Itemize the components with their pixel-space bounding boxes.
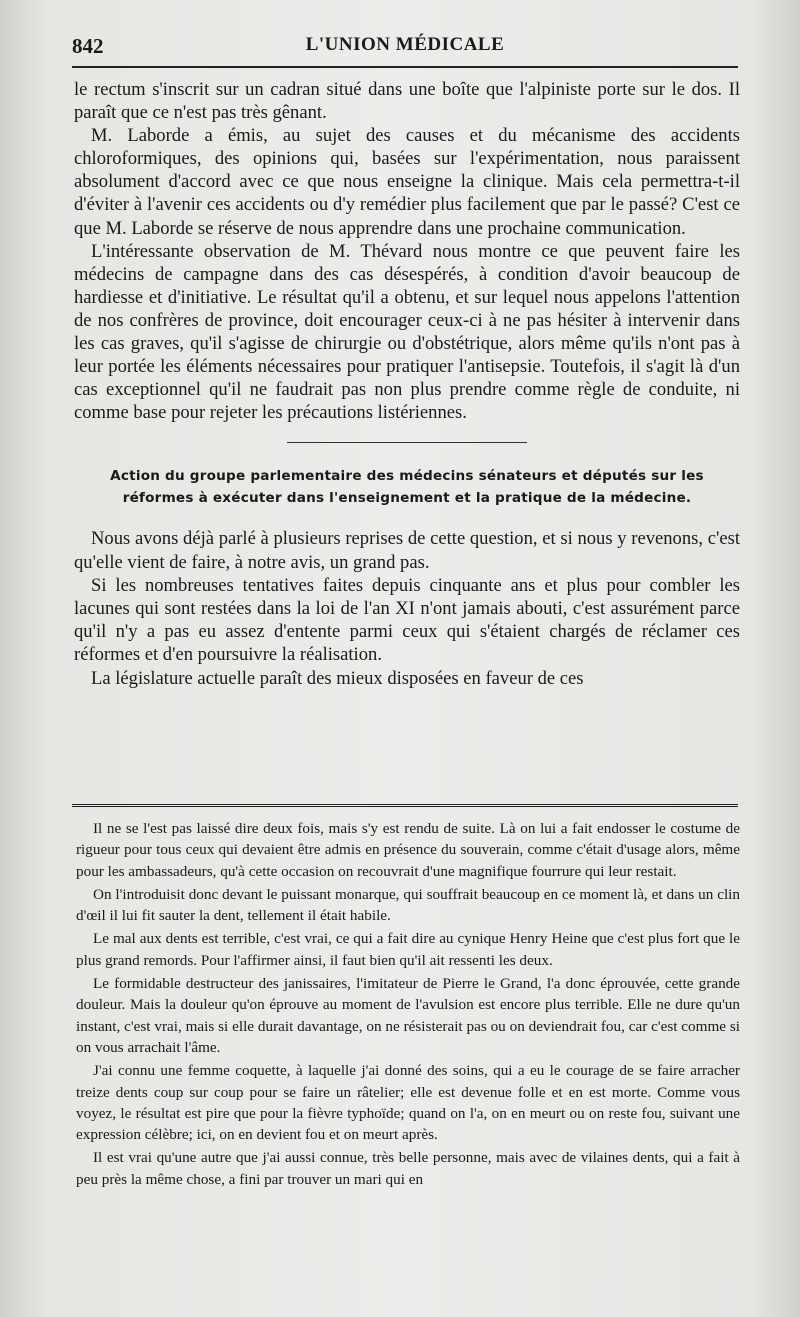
section-divider bbox=[287, 442, 527, 443]
paragraph: L'intéressante observation de M. Thévard nous montre ce que peuvent faire les médecins de campagne dans des cas désespérés, à condition d'avoir beaucoup de hardiesse et d'initiative. Le résultat qu'il a obtenu, et sur lequel nous appelons l'attention de nos confrères de province, doit encourager ceux-ci à ne pas hésiter à intervenir dans les cas graves, qu'il s'agisse de chirurgie ou d'obstétrique, alors même qu'ils n'ont pas à leur portée les éléments nécessaires pour pratiquer l'antisepsie. Toutefois, il s'agit là d'un cas exceptionnel qu'il ne faudrait pas non plus prendre comme règle de conduite, ni comme base pour rejeter les précautions listériennes. bbox=[74, 240, 740, 424]
feuilleton-paragraph: Il est vrai qu'une autre que j'ai aussi connue, très belle personne, mais avec de vilaines dents, qui a fait à peu près la même chose, a fini par trouver un mari qui en bbox=[76, 1149, 740, 1188]
paragraph: Nous avons déjà parlé à plusieurs reprises de cette question, et si nous y revenons, c'est qu'elle vient de faire, à notre avis, un grand pas. bbox=[74, 528, 740, 573]
feuilleton-paragraph: Le formidable destructeur des janissaires, l'imitateur de Pierre le Grand, l'a donc éprouvée, cette grande douleur. Mais la douleur qu'on éprouve au moment de l'avulsion est encore plus terrible. Elle ne dure qu'un instant, c'est vrai, mais si elle durait davantage, on ne résisterait pas ou on deviendrait fou, car c'est comme si on vous arrachait l'âme. bbox=[76, 975, 740, 1056]
section-heading: Action du groupe parlementaire des médecins sénateurs et députés sur les réformes à exécuter dans l'enseignement et la pratique de la médecine. bbox=[110, 468, 704, 507]
paragraph: Si les nombreuses tentatives faites depuis cinquante ans et plus pour combler les lacunes qui sont restées dans la loi de l'an XI n'ont jamais abouti, c'est assurément parce qu'il n'y a pas eu assez d'entente parmi ceux qui s'étaient chargés de réclamer ces réformes et d'en poursuivre la réalisation. bbox=[74, 574, 740, 666]
feuilleton-paragraph: Le mal aux dents est terrible, c'est vrai, ce qui a fait dire au cynique Henry Heine que c'est plus fort que le plus grand remords. Pour l'affirmer ainsi, il faut bien qu'il ait ressenti les deux. bbox=[76, 930, 740, 969]
running-head bbox=[72, 32, 738, 58]
journal-title: L'UNION MÉDICALE bbox=[305, 34, 505, 55]
main-column bbox=[74, 78, 740, 690]
feuilleton-paragraph: J'ai connu une femme coquette, à laquelle j'ai donné des soins, qui a eu le courage de se faire arracher treize dents coup sur coup pour se faire un râtelier; elle est devenue folle et en est morte. Comme vous voyez, le résultat est pire que pour la fièvre typhoïde; quand on l'a, on en meurt ou on reste fou, suivant une expression célèbre; ici, on en devient fou et on meurt après. bbox=[76, 1062, 740, 1144]
paragraph: M. Laborde a émis, au sujet des causes et du mécanisme des accidents chloroformiques, des opinions qui, basées sur l'expérimentation, nous paraissent absolument d'accord avec ce que nous enseigne la clinique. Mais cela permettra-t-il d'éviter à l'avenir ces accidents ou d'y remédier plus facilement que par le passé? C'est ce que M. Laborde se réserve de nous apprendre dans une prochaine communication. bbox=[74, 125, 740, 239]
paragraph: le rectum s'inscrit sur un cadran situé dans une boîte que l'alpiniste porte sur le dos. Il paraît que ce n'est pas très gênant. bbox=[74, 79, 740, 124]
feuilleton-paragraph: Il ne se l'est pas laissé dire deux fois, mais s'y est rendu de suite. Là on lui a fait endosser le costume de rigueur pour tous ceux qui devaient être admis en présence du souverain, comme c'était d'usage alors, même pour les ambassadeurs, qu'à cette occasion on recouvrait d'une magnifique fourrure qui leur restait. bbox=[76, 820, 740, 880]
section-body bbox=[74, 527, 740, 689]
feuilleton-rule bbox=[72, 804, 738, 811]
page-number: 842 bbox=[72, 34, 104, 58]
header-rule bbox=[72, 66, 738, 68]
feuilleton bbox=[76, 818, 740, 1191]
paragraph: La législature actuelle paraît des mieux disposées en faveur de ces bbox=[91, 667, 584, 689]
feuilleton-paragraph: On l'introduisit donc devant le puissant monarque, qui souffrait beaucoup en ce moment là, et dans un clin d'œil il lui fit sauter la dent, tellement il était habile. bbox=[76, 885, 740, 925]
